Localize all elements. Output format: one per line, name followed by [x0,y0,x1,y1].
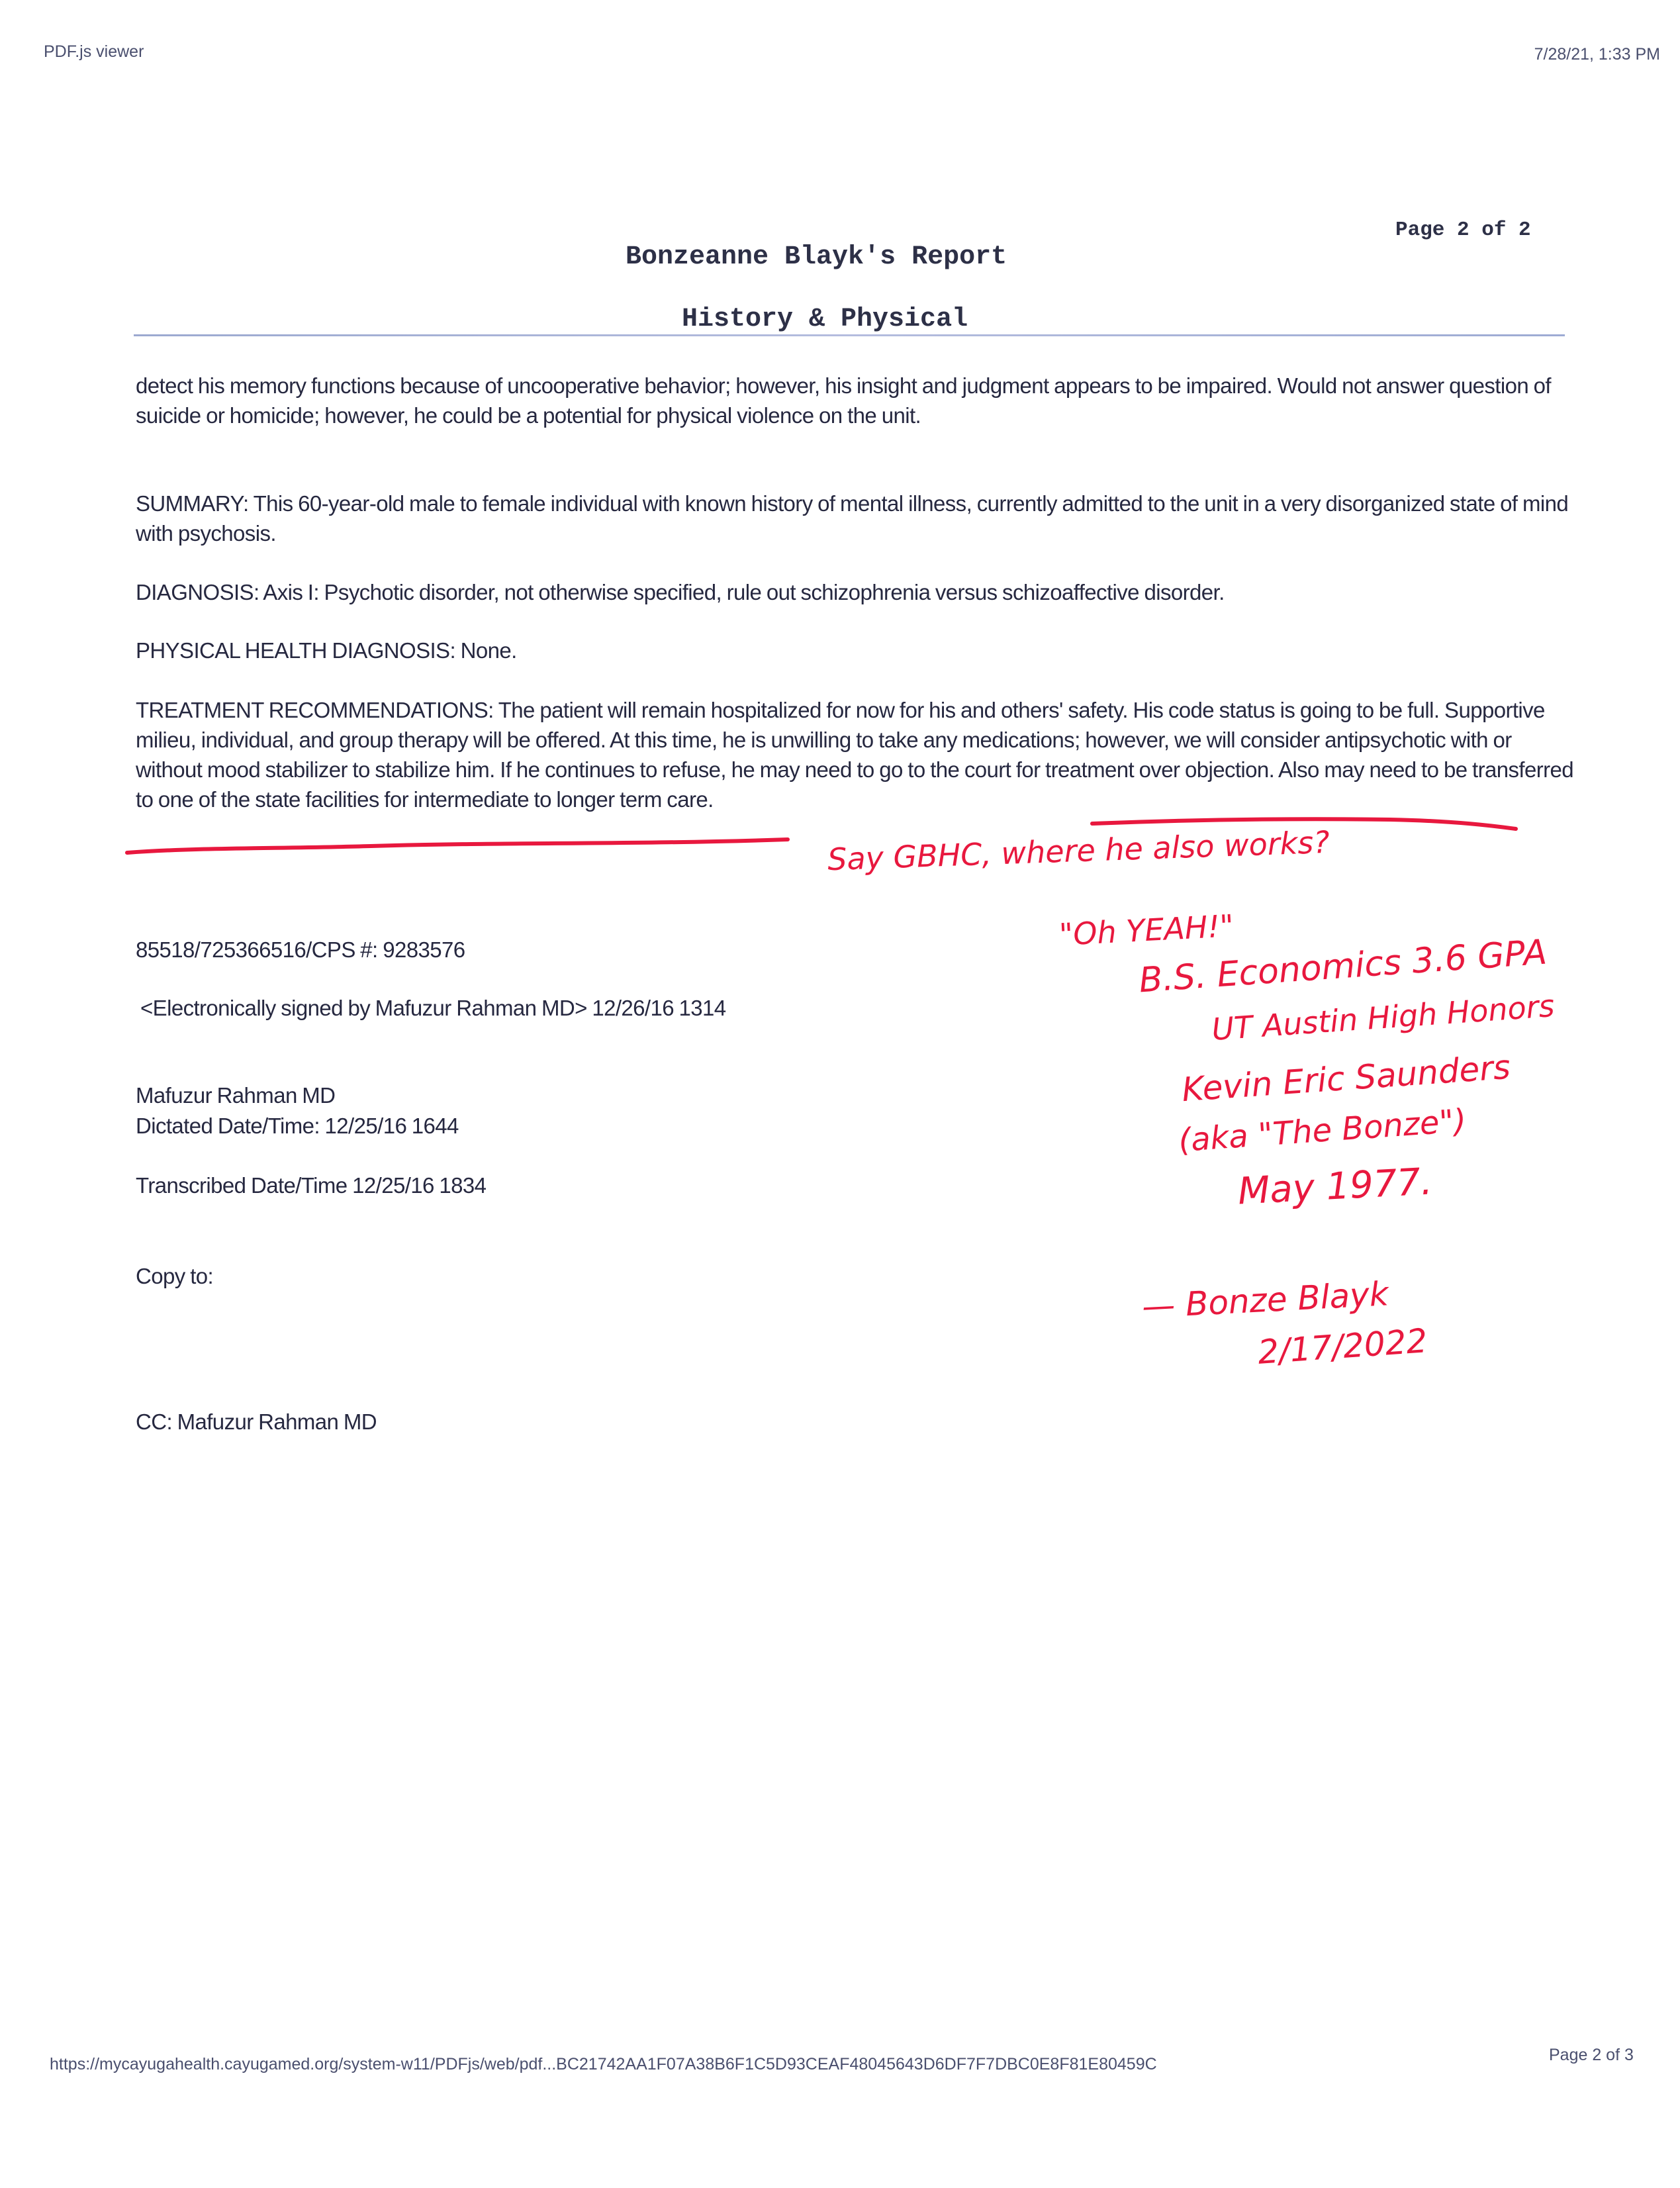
physician-name: Mafuzur Rahman MD [136,1083,336,1108]
treatment-text: The patient will remain hospitalized for now for his and others' safety. His code status is going to be full. Supportive milieu, individual, and group therapy will be offered. At this time, he is unwilling to take any medications; however, we will consider antipsychotic with or without mood stabilizer to stabilize him. If he continues to refuse, he may need to go to the court for treatment over objection. [136,698,1545,782]
diagnosis-text: Axis I: Psychotic disorder, not otherwise specified, rule out schizophrenia versus schizoaffective disorder. [263,580,1225,604]
handwritten-name: Kevin Eric Saunders [1180,1047,1512,1110]
section-title: History & Physical [682,305,968,334]
physical-diagnosis-text: None. [460,638,517,663]
handwritten-grad-date: May 1977. [1237,1160,1434,1213]
handwritten-underline-marks [0,0,1680,861]
handwritten-note-question: Say GBHC, where he also works? [827,824,1330,878]
treatment-paragraph: TREATMENT RECOMMENDATIONS: The patient will remain hospitalized for now for his and others' safety. His code status is going to be full. Supportive milieu, individual, and group therapy will be offered. At this time, he is unwilling to take any medications; however, we will consider antipsychotic with or without mood stabilizer to stabilize him. If he continues to refuse, he may need to go to the court for treatment over objection. Also may need to be transferred to one of the state facilities for intermediate to longer term care. [136,698,1573,812]
footer-page-number: Page 2 of 3 [1549,2046,1634,2064]
report-title: Bonzeanne Blayk's Report [626,242,1007,272]
handwritten-aka: (aka "The Bonze") [1177,1102,1468,1160]
summary-text: This 60-year-old male to female individual with known history of mental illness, currently admitted to the unit in a very disorganized state of mind with psychosis. [136,491,1569,546]
footer-url: https://mycayugahealth.cayugamed.org/system-w11/PDFjs/web/pdf...BC21742AA1F07A38B6F1C5D93CEAF48045643D6DF7F7DBC0E8F81E80459C [50,2055,1157,2073]
handwritten-exclaim: "Oh YEAH!" [1058,908,1235,953]
handwritten-signed-date: 2/17/2022 [1256,1321,1429,1372]
transcribed-datetime: Transcribed Date/Time 12/25/16 1834 [136,1173,487,1198]
app-title: PDF.js viewer [44,42,144,61]
cc-line: CC: Mafuzur Rahman MD [136,1409,377,1434]
page-indicator: Page 2 of 2 [1395,218,1531,242]
record-ids: 85518/725366516/CPS #: 9283576 [136,937,465,962]
summary-label: SUMMARY: [136,491,249,516]
treatment-label: TREATMENT RECOMMENDATIONS: [136,698,494,722]
handwritten-signature: — Bonze Blayk [1141,1274,1390,1326]
mental-status-paragraph: detect his memory functions because of uncooperative behavior; however, his insight and judgment appears to be impaired. Would not answer question of suicide or homicide; however, he could be a potential for physical violence on the unit. [136,373,1551,428]
dictated-datetime: Dictated Date/Time: 12/25/16 1644 [136,1114,459,1138]
physical-diagnosis-label: PHYSICAL HEALTH DIAGNOSIS: [136,638,456,663]
handwritten-school: UT Austin High Honors [1210,987,1556,1048]
treatment-highlighted-text: Also may need to be transferred to one of the state facilities for intermediate to longer term care [136,757,1573,812]
handwritten-degree: B.S. Economics 3.6 GPA [1137,932,1548,1001]
underline-stroke-2 [127,839,788,853]
diagnosis-label: DIAGNOSIS: [136,580,259,604]
electronic-signature: <Electronically signed by Mafuzur Rahman MD> 12/26/16 1314 [140,996,726,1020]
printed-datetime: 7/28/21, 1:33 PM [1534,45,1660,64]
copy-to-label: Copy to: [136,1264,214,1288]
